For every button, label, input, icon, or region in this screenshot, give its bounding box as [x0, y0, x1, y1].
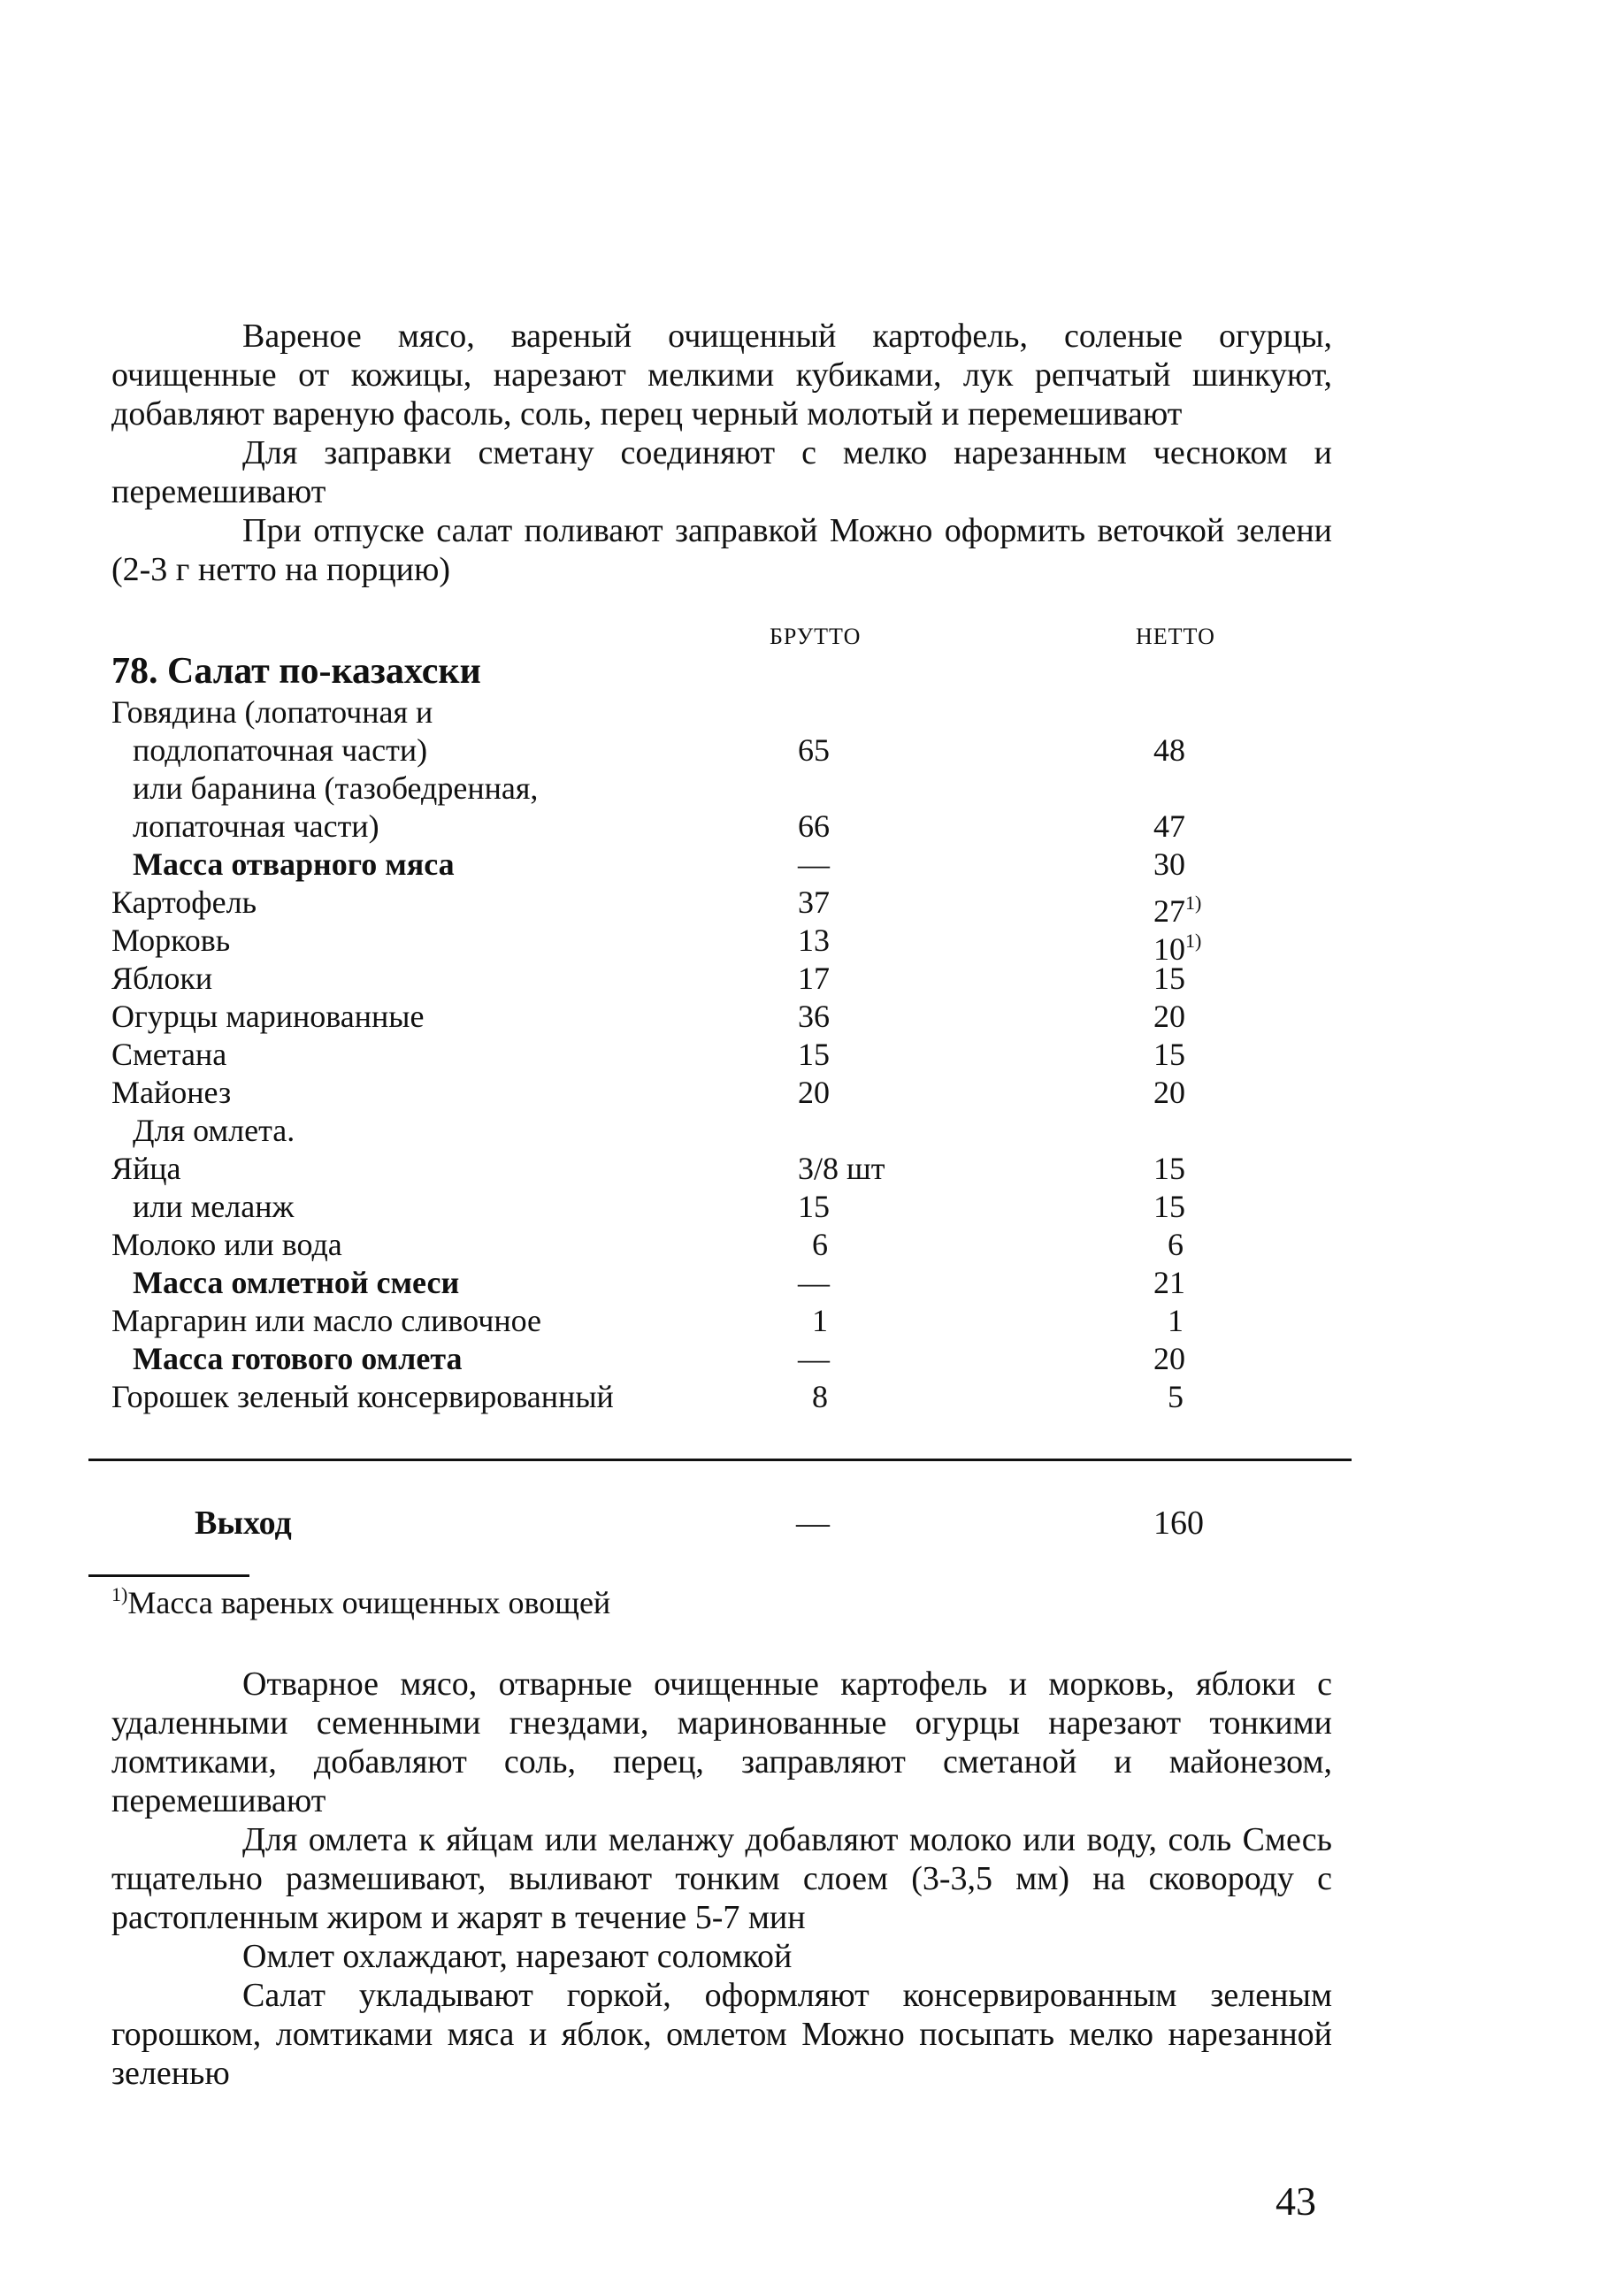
table-row [111, 1340, 1261, 1378]
method-paragraph-1: Отварное мясо, отварные очищенные картофель и морковь, яблоки с удаленными семенными гнездами, маринованные огурцы нарезают тонкими ломтиками, добавляют соль, перец, заправляют сметаной и майонезом, перемешивают [111, 1666, 1332, 1819]
column-header-netto: НЕТТО [1136, 624, 1215, 649]
brutto-value: 17 [798, 961, 830, 996]
intro-paragraph-3: При отпуске салат поливают заправкой Можно оформить веточкой зелени (2-3 г нетто на порцию) [111, 512, 1332, 588]
netto-number: 10 [1153, 931, 1185, 967]
brutto-value: 66 [798, 808, 830, 844]
yield-netto: 160 [1153, 1505, 1204, 1542]
footnote-text: Масса вареных очищенных овощей [127, 1585, 611, 1620]
netto-value: 20 [1153, 1075, 1185, 1110]
ingredient-name: подлопаточная части) [133, 732, 428, 768]
table-row [111, 846, 1261, 884]
ingredient-name: Огурцы маринованные [111, 999, 425, 1034]
ingredient-name: Масса омлетной смеси [133, 1265, 460, 1300]
table-row [111, 808, 1261, 846]
table-row [111, 1150, 1261, 1188]
ingredient-name: Яйца [111, 1151, 181, 1186]
footnote-divider [88, 1574, 249, 1577]
brutto-value: 6 [812, 1227, 828, 1262]
brutto-value: — [798, 846, 830, 882]
table-row [111, 1302, 1261, 1340]
ingredient-name: или меланж [133, 1189, 295, 1224]
footnote-marker: 1) [1185, 930, 1202, 952]
brutto-value: 36 [798, 999, 830, 1034]
brutto-value: 8 [812, 1379, 828, 1414]
yield-label: Выход [195, 1505, 292, 1542]
brutto-value: 20 [798, 1075, 830, 1110]
netto-value: 5 [1168, 1379, 1184, 1414]
table-row [111, 1378, 1261, 1416]
netto-value: 30 [1153, 846, 1185, 882]
brutto-value: — [798, 1341, 830, 1376]
table-row [111, 1036, 1261, 1074]
brutto-value: 13 [798, 923, 830, 958]
ingredient-name: Сметана [111, 1037, 227, 1072]
table-row [111, 1226, 1261, 1264]
table-row [111, 1188, 1261, 1226]
netto-value: 15 [1153, 1037, 1185, 1072]
page-number: 43 [1275, 2179, 1316, 2224]
table-divider [88, 1459, 1352, 1461]
netto-value: 20 [1153, 999, 1185, 1034]
method-paragraph-4: Салат укладывают горкой, оформляют консервированным зеленым горошком, ломтиками мяса и яблок, омлетом Можно посыпать мелко нарезанной зеленью [111, 1977, 1332, 2092]
table-row [111, 770, 1261, 808]
table-row [111, 960, 1261, 998]
netto-value: 15 [1153, 961, 1185, 996]
intro-paragraph-1: Вареное мясо, вареный очищенный картофель, соленые огурцы, очищенные от кожицы, нарезают мелкими кубиками, лук репчатый шинкуют, добавляют вареную фасоль, соль, перец черный молотый и перемешивают [111, 318, 1332, 433]
table-row [111, 693, 1261, 731]
netto-number: 27 [1153, 893, 1185, 929]
ingredient-name: Морковь [111, 923, 231, 958]
netto-value: 47 [1153, 808, 1185, 844]
footnote-marker: 1) [111, 1583, 128, 1605]
footnote [111, 1583, 610, 1621]
brutto-value: 65 [798, 732, 830, 768]
brutto-value: — [798, 1265, 830, 1300]
netto-value: 48 [1153, 732, 1185, 768]
ingredient-name: Картофель [111, 884, 257, 920]
ingredient-name: Масса отварного мяса [133, 846, 455, 882]
brutto-value: 15 [798, 1037, 830, 1072]
table-row [111, 731, 1261, 770]
netto-value: 20 [1153, 1341, 1185, 1376]
recipe-title: 78. Салат по-казахски [111, 651, 481, 692]
table-row [111, 884, 1261, 929]
intro-paragraph-2: Для заправки сметану соединяют с мелко нарезанным чесноком и перемешивают [111, 434, 1332, 510]
method-paragraph-2: Для омлета к яйцам или меланжу добавляют молоко или воду, соль Смесь тщательно размешивают, выливают тонким слоем (3-3,5 мм) на сковороду с растопленным жиром и жарят в течение 5-7 мин [111, 1821, 1332, 1936]
ingredient-name: Горошек зеленый консервированный [111, 1379, 614, 1414]
ingredients-table [111, 693, 1261, 1416]
column-header-brutto: БРУТТО [770, 624, 862, 649]
ingredient-name: Молоко или вода [111, 1227, 342, 1262]
table-row [111, 998, 1261, 1036]
netto-value: 15 [1153, 1151, 1185, 1186]
table-row [111, 1264, 1261, 1302]
brutto-value: 3/8 шт [798, 1151, 885, 1186]
netto-value: 6 [1168, 1227, 1184, 1262]
table-row [111, 922, 1261, 967]
netto-value: 21 [1153, 1265, 1185, 1300]
ingredient-name: Маргарин или масло сливочное [111, 1303, 542, 1338]
footnote-marker: 1) [1185, 892, 1202, 914]
netto-value: 15 [1153, 1189, 1185, 1224]
brutto-value: 15 [798, 1189, 830, 1224]
ingredient-name: Говядина (лопаточная и [111, 694, 433, 730]
netto-value: 1 [1168, 1303, 1184, 1338]
table-row [111, 1074, 1261, 1112]
ingredient-name: Масса готового омлета [133, 1341, 463, 1376]
table-row [111, 1112, 1261, 1150]
brutto-value: 1 [812, 1303, 828, 1338]
yield-brutto: — [796, 1505, 830, 1542]
ingredient-name: лопаточная части) [133, 808, 379, 844]
ingredient-name: Майонез [111, 1075, 232, 1110]
ingredient-name: Для омлета. [133, 1113, 295, 1148]
ingredient-name: или баранина (тазобедренная, [133, 770, 539, 806]
ingredient-name: Яблоки [111, 961, 213, 996]
brutto-value: 37 [798, 884, 830, 920]
method-paragraph-3: Омлет охлаждают, нарезают соломкой [242, 1938, 793, 1975]
